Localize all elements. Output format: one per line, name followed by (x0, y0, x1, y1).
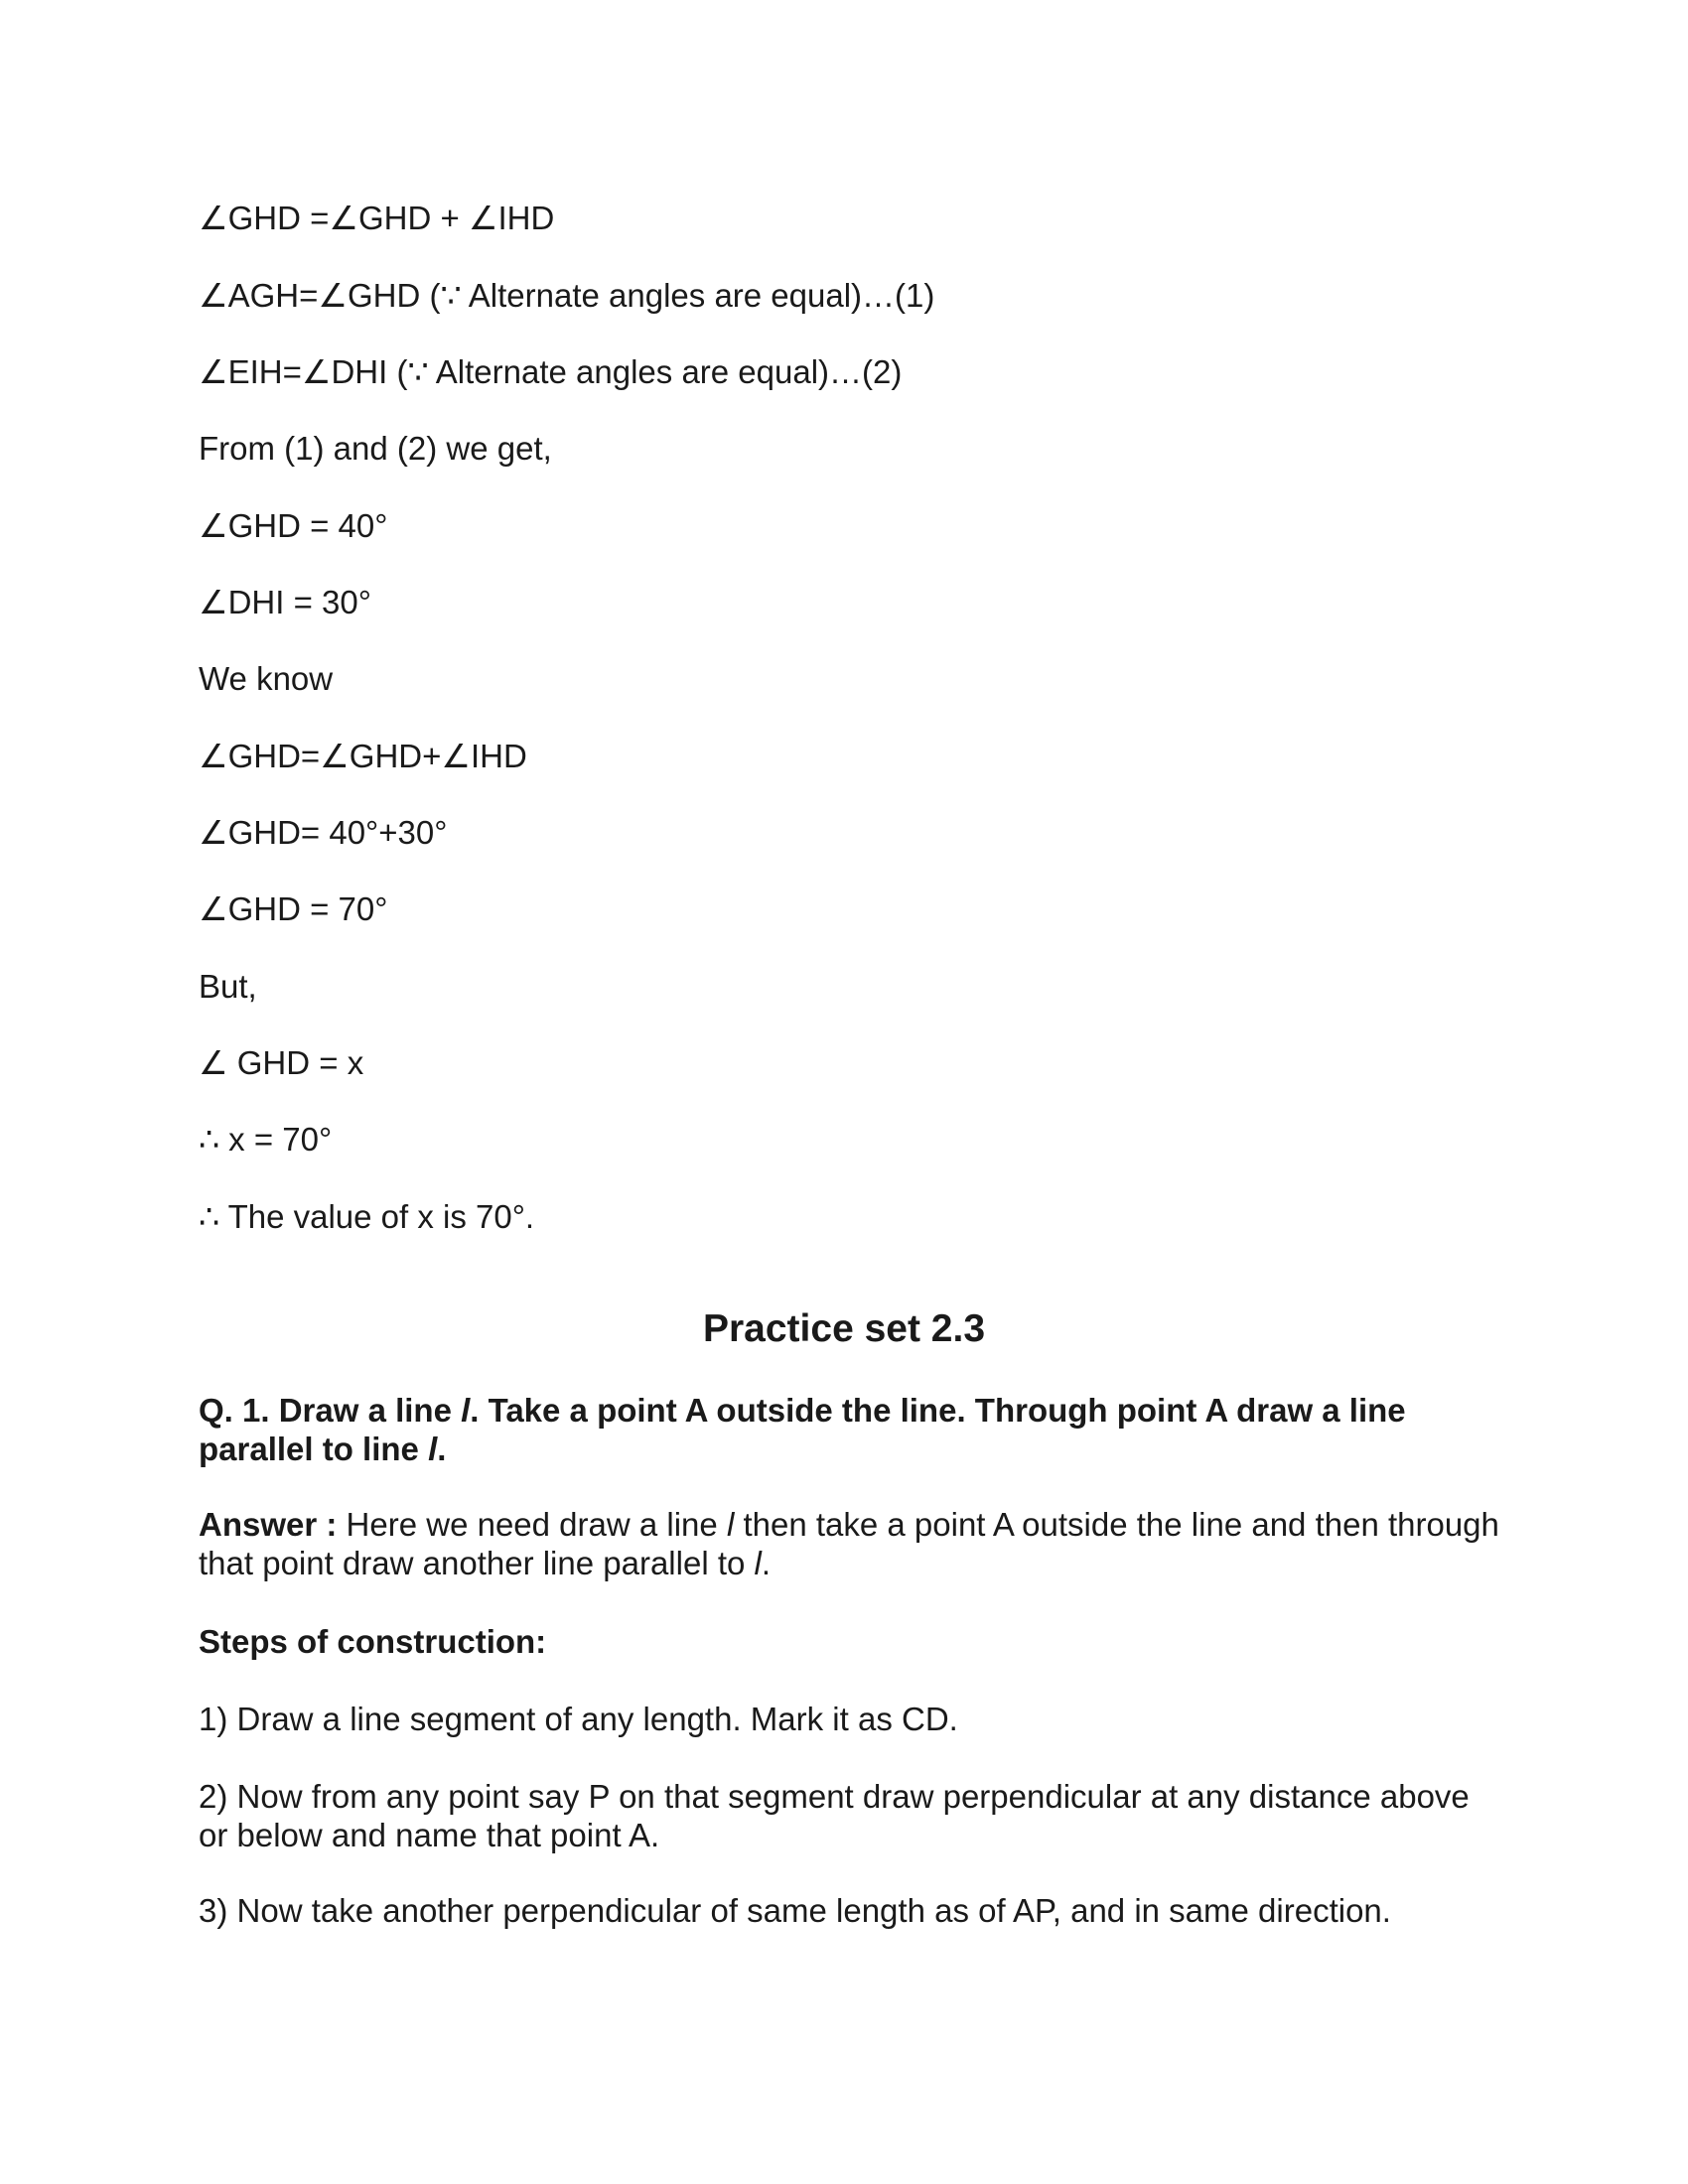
solution-line: ∠GHD = 40° (199, 507, 388, 544)
solution-line: From (1) and (2) we get, (199, 430, 552, 467)
answer-label: Answer : (199, 1506, 338, 1543)
line-variable: l (754, 1545, 762, 1581)
solution-line: ∠EIH=∠DHI (∵ Alternate angles are equal)…(2) (199, 353, 903, 390)
solution-line: ∠GHD = 70° (199, 890, 388, 927)
question-part: Draw a line (269, 1392, 462, 1429)
solution-line: ∠GHD =∠GHD + ∠IHD (199, 200, 555, 236)
solution-line: But, (199, 968, 257, 1005)
answer-text (199, 1505, 1499, 1582)
line-variable: l (461, 1392, 471, 1429)
answer-part: Here we need draw a line (337, 1506, 727, 1543)
question-text (199, 1391, 1499, 1468)
solution-line: ∠GHD= 40°+30° (199, 814, 448, 851)
solution-line: ∴ The value of x is 70°. (199, 1198, 535, 1235)
construction-step: 3) Now take another perpendicular of same length as of AP, and in same direction. (199, 1892, 1391, 1929)
solution-line: ∠ GHD = x (199, 1044, 364, 1081)
section-heading: Practice set 2.3 (702, 1307, 986, 1350)
question-part: . (437, 1431, 447, 1467)
answer-part: . (761, 1545, 772, 1581)
line-variable: l (428, 1431, 438, 1467)
construction-step: 1) Draw a line segment of any length. Mark it as CD. (199, 1701, 958, 1737)
question-part: . Take a point A outside the line. Through point A draw a line parallel to line (199, 1392, 1406, 1467)
solution-line: ∠GHD=∠GHD+∠IHD (199, 738, 527, 774)
question-label: Q. 1. (199, 1392, 270, 1429)
solution-line: ∠AGH=∠GHD (∵ Alternate angles are equal)…(1) (199, 277, 935, 314)
solution-line: ∴ x = 70° (199, 1121, 333, 1158)
construction-step: 2) Now from any point say P on that segment draw perpendicular at any distance above or below and name that point A. (199, 1778, 1470, 1853)
line-variable: l (726, 1506, 735, 1543)
steps-heading: Steps of construction: (199, 1623, 547, 1660)
solution-line: ∠DHI = 30° (199, 584, 371, 620)
answer-part: then take a point A outside the line and then through that point draw another line parallel to (199, 1506, 1499, 1581)
solution-line: We know (199, 660, 334, 697)
